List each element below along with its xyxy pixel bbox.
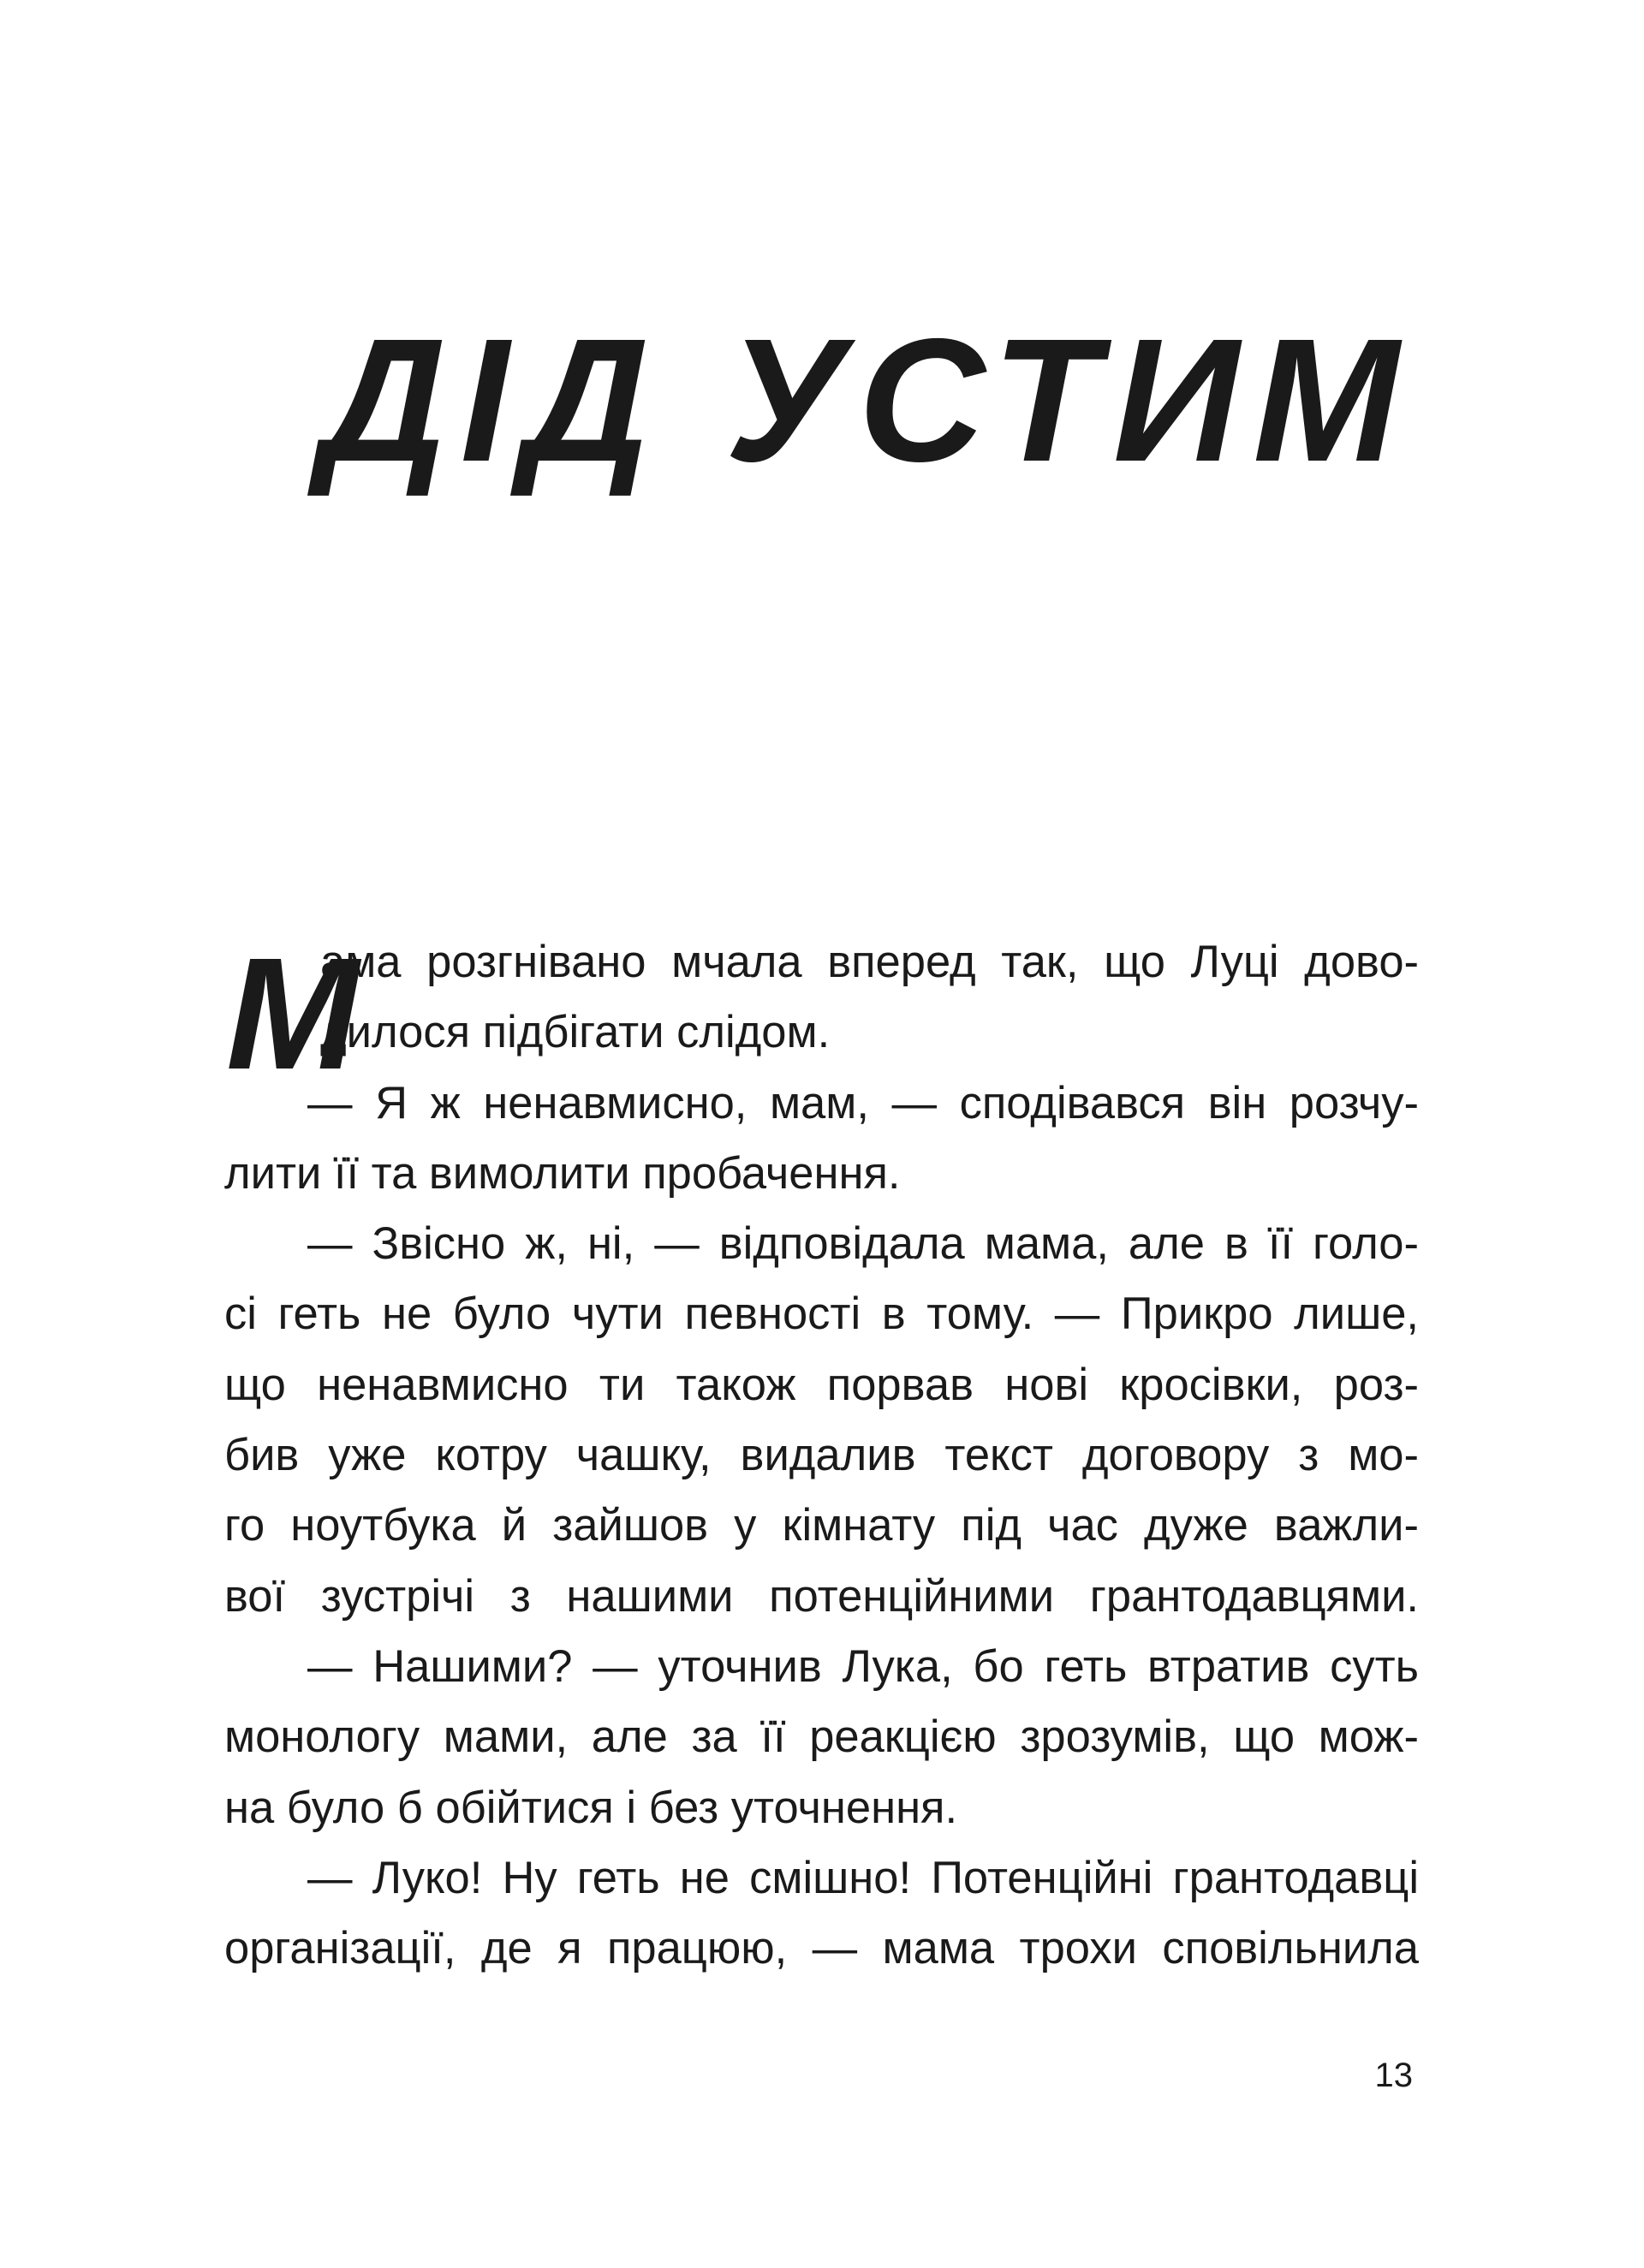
text-line: лити її та вимолити пробачення.	[224, 1147, 901, 1199]
text-line: — Луко! Ну геть не смішно! Потенційні грантодавці	[307, 1852, 1419, 1903]
text-line: — Нашими? — уточнив Лука, бо геть втратив суть	[307, 1640, 1419, 1692]
chapter-title: ДІД УСТИМ	[319, 302, 1413, 498]
text-line: вої зустрічі з нашими потенційними грантодавцями.	[224, 1570, 1419, 1622]
text-line: що ненавмисно ти також порвав нові кросівки, роз-	[224, 1359, 1419, 1410]
text-line: ама розгнівано мчала вперед так, що Луці дово-	[320, 937, 1419, 987]
drop-cap: М	[226, 926, 359, 1103]
text-line: монологу мами, але за її реакцією зрозумів, що мож-	[224, 1711, 1419, 1763]
text-line: дилося підбігати слідом.	[320, 1007, 831, 1058]
text-line: сі геть не було чути певності в тому. — Прикро лише,	[224, 1289, 1419, 1340]
page-number: 13	[1374, 2057, 1413, 2094]
text-line: організації, де я працюю, — мама трохи сповільнила	[224, 1923, 1419, 1974]
text-line: на було б обійтися і без уточнення.	[224, 1782, 958, 1833]
body-text	[224, 927, 1419, 1984]
text-line: бив уже котру чашку, видалив текст договору з мо-	[224, 1430, 1419, 1481]
text-line: — Я ж ненавмисно, мам, — сподівався він розчу-	[307, 1077, 1419, 1128]
text-line: го ноутбука й зайшов у кімнату під час дуже важли-	[224, 1500, 1419, 1551]
text-line: — Звісно ж, ні, — відповідала мама, але в її голо-	[307, 1218, 1419, 1270]
